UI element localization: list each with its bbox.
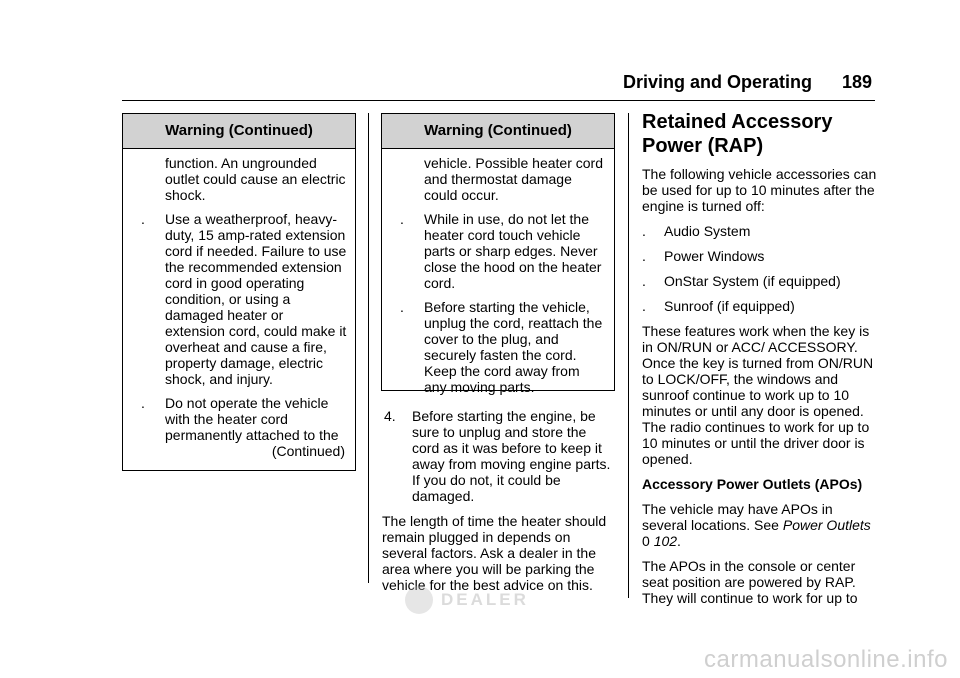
page-reference[interactable]: 102 [653, 533, 678, 549]
cross-reference-link[interactable]: Power Outlets [782, 517, 871, 533]
middle-warning-box [381, 113, 615, 395]
globe-icon [405, 586, 433, 614]
page-header [122, 70, 875, 101]
continued-label: (Continued) [271, 443, 345, 459]
list-item: . OnStar System (if equipped) [642, 273, 841, 289]
body-paragraph: The length of time the heater should remain plugged in depends on several factors. Ask a dealer in the area where you will be parking the vehicle for the best advice on this. [382, 513, 607, 593]
list-item: . Audio System [642, 223, 751, 239]
warning-lead-text: function. An ungrounded outlet could cause an electric shock. [165, 155, 346, 203]
section-heading: Retained Accessory Power (RAP) [642, 111, 833, 157]
warning-bullet: . Use a weatherproof, heavy-duty, 15 amp-rated extension cord if needed. Failure to use the recommended extension cord in good operating condition, or using a damaged heater or extension cord, could make it overheat and cause a fire, property damage, electric shock, and injury. [141, 211, 347, 387]
warning-bullet: . Do not operate the vehicle with the heater cord permanently attached to the [141, 395, 339, 443]
warning-heading: Warning (Continued) [123, 114, 355, 149]
subheading: Accessory Power Outlets (APOs) [642, 476, 863, 492]
right-column-text [642, 110, 877, 615]
numbered-step: 4. Before starting the engine, be sure to unplug and store the cord as it was before to keep it away from moving engine parts. If you do not, it could be damaged. [384, 408, 611, 504]
site-watermark: carmanualsonline.info [704, 646, 948, 673]
warning-bullet: . Before starting the vehicle, unplug the cord, reattach the cover to the plug, and securely fasten the cord. Keep the cord away from any moving parts. [400, 299, 603, 395]
column-divider-right [628, 113, 629, 598]
dealer-watermark: DEALER [405, 586, 529, 614]
middle-column-text [382, 408, 617, 602]
page-ref-icon: 0 [642, 533, 650, 549]
list-item: . Power Windows [642, 248, 765, 264]
warning-heading: Warning (Continued) [382, 114, 614, 149]
column-divider-left [368, 113, 369, 583]
left-warning-box [122, 113, 356, 471]
apo-paragraph: The vehicle may have APOs in several locations. See Power Outlets 0 102. [642, 501, 871, 549]
body-paragraph: The APOs in the console or center seat position are powered by RAP. They will continue to work for up to [642, 558, 858, 606]
warning-lead-text: vehicle. Possible heater cord and thermostat damage could occur. [424, 155, 603, 203]
body-paragraph: These features work when the key is in ON/RUN or ACC/ ACCESSORY. Once the key is turned from ON/RUN to LOCK/OFF, the windows and sunroof continue to work up to 10 minutes or until any door is opened. The radio continues to work for up to 10 minutes or until the driver door is opened. [642, 323, 874, 467]
intro-paragraph: The following vehicle accessories can be used for up to 10 minutes after the engine is turned off: [642, 166, 877, 214]
section-title: Driving and Operating [622, 72, 812, 92]
list-item: . Sunroof (if equipped) [642, 298, 795, 314]
page-number: 189 [841, 72, 872, 92]
warning-bullet: . While in use, do not let the heater cord touch vehicle parts or sharp edges. Never close the hood on the heater cord. [400, 211, 602, 291]
